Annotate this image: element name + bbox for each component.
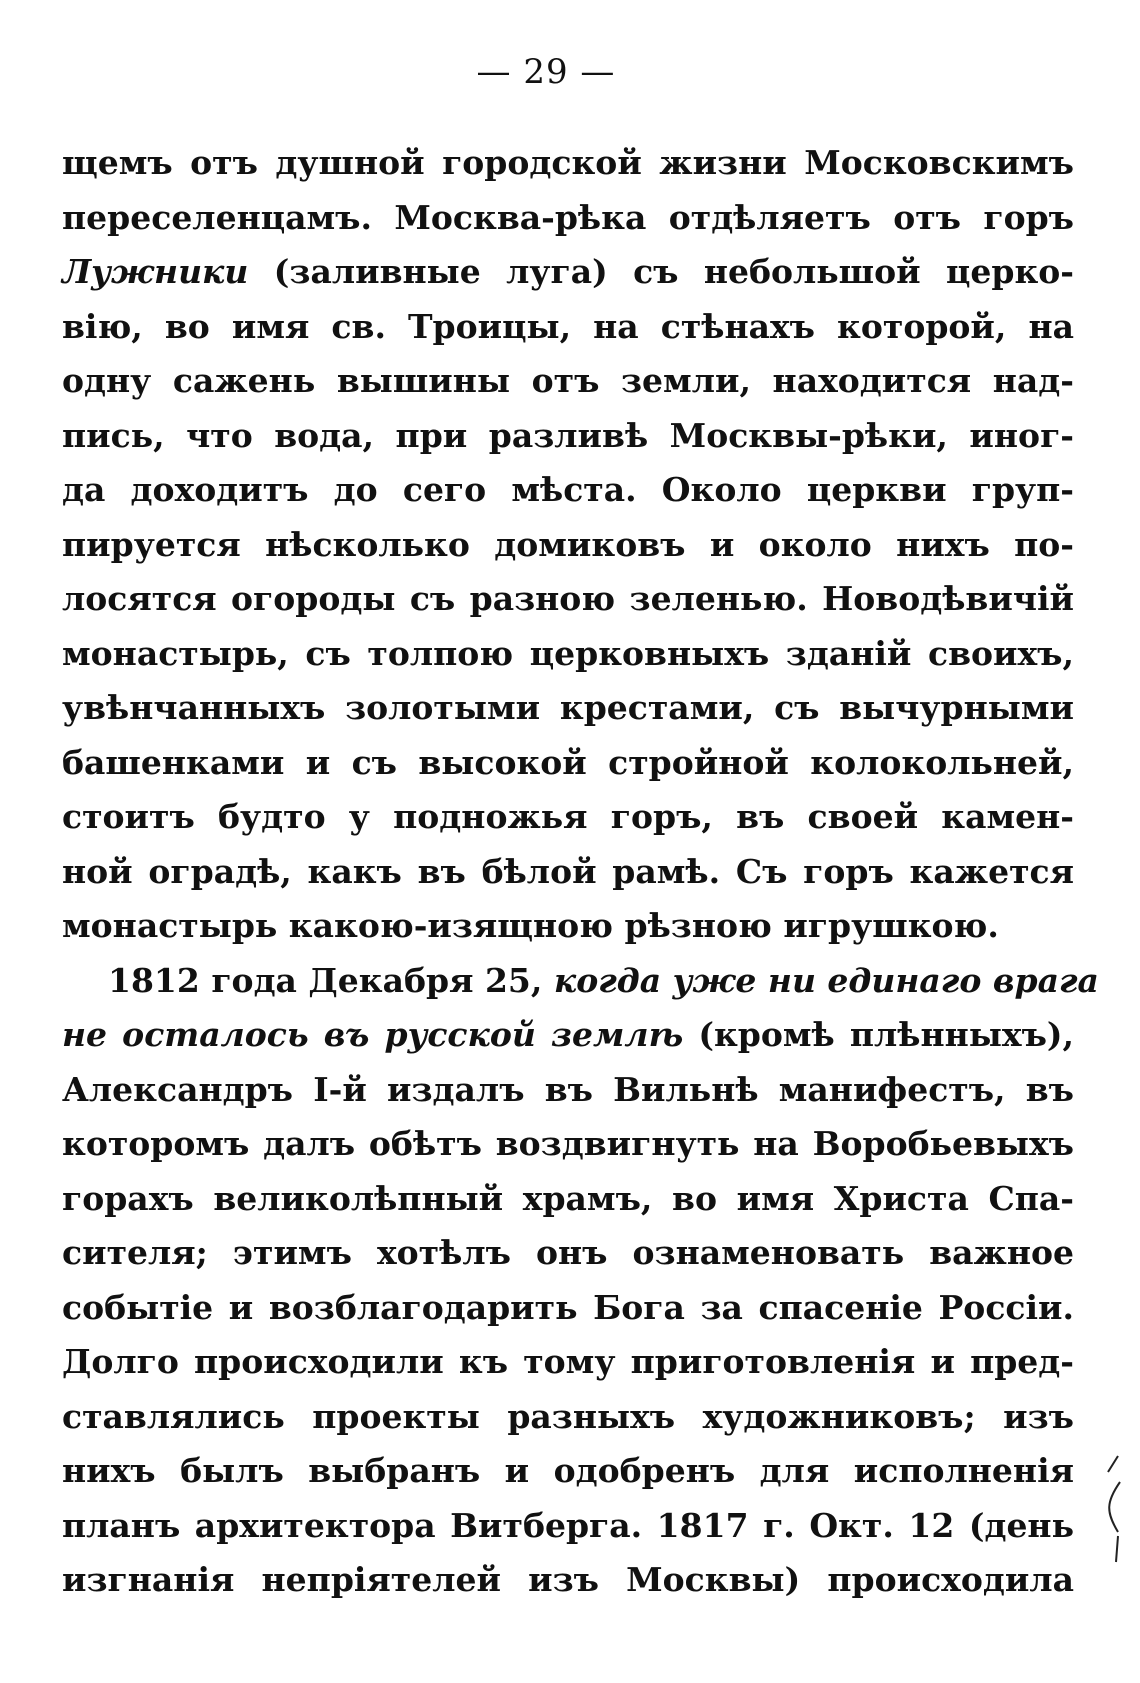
text-line: стоитъ будто у подножья горъ, въ своей камен- bbox=[62, 797, 1074, 836]
text-line: сителя; этимъ хотѣлъ онъ ознаменовать важное bbox=[62, 1233, 1074, 1272]
text-line: увѣнчанныхъ золотыми крестами, съ вычурными bbox=[62, 688, 1074, 727]
text-line: планъ архитектора Витберга. 1817 г. Окт. 12 (день bbox=[62, 1505, 1074, 1545]
text-line: монастырь, съ толпою церковныхъ зданій своихъ, bbox=[62, 633, 1074, 673]
text-line: горахъ великолѣпный храмъ, во имя Христа Спа- bbox=[62, 1178, 1074, 1218]
margin-bracket-mark bbox=[1098, 1452, 1128, 1572]
text-line: монастырь какою-изящною рѣзною игрушкою. bbox=[62, 906, 999, 945]
text-line: вію, во имя св. Троицы, на стѣнахъ которой, на bbox=[62, 306, 1074, 346]
text-segment: 1812 года Декабря 25, bbox=[108, 960, 543, 1000]
text-line: пись, что вода, при разливѣ Москвы-рѣки, иног- bbox=[62, 415, 1074, 455]
text-line: Долго происходили къ тому приготовленія и пред- bbox=[62, 1342, 1074, 1381]
text-line: нихъ былъ выбранъ и одобренъ для исполненія bbox=[62, 1451, 1074, 1490]
text-line: событіе и возблагодарить Бога за спасеніе Россіи. bbox=[62, 1287, 1074, 1327]
body-text bbox=[62, 136, 1099, 1608]
text-line: переселенцамъ. Москва-рѣка отдѣляетъ отъ горъ bbox=[62, 197, 1074, 237]
text-line: Александръ I-й издалъ въ Вильнѣ манифестъ, въ bbox=[62, 1069, 1074, 1109]
page-number: — 29 — bbox=[476, 52, 616, 92]
text-line: да доходитъ до сего мѣста. Около церкви груп- bbox=[62, 470, 1074, 509]
text-line bbox=[62, 1008, 1074, 1063]
text-segment: (заливные луга) съ небольшой церко- bbox=[273, 252, 1074, 291]
text-line: пируется нѣсколько домиковъ и около нихъ по- bbox=[62, 524, 1074, 564]
text-line: башенками и съ высокой стройной колокольней, bbox=[62, 742, 1074, 782]
text-line: ной оградѣ, какъ въ бѣлой рамѣ. Съ горъ кажется bbox=[62, 851, 1074, 891]
italic-quote: не осталось въ русской землѣ bbox=[62, 1015, 684, 1054]
text-line: ставлялись проекты разныхъ художниковъ; изъ bbox=[62, 1396, 1074, 1436]
text-line: одну сажень вышины отъ земли, находится над- bbox=[62, 361, 1074, 400]
italic-term-luzhniki: Лужники bbox=[62, 252, 249, 291]
text-line: изгнанія непріятелей изъ Москвы) происходила bbox=[62, 1560, 1074, 1599]
text-line bbox=[62, 954, 1099, 1009]
text-line: щемъ отъ душной городской жизни Московскимъ bbox=[62, 143, 1074, 182]
text-line: которомъ далъ обѣтъ воздвигнуть на Воробьевыхъ bbox=[62, 1124, 1074, 1163]
text-line bbox=[62, 245, 1074, 300]
italic-quote: когда уже ни единаго врага bbox=[553, 960, 1099, 1000]
text-line: лосятся огороды съ разною зеленью. Новодѣвичій bbox=[62, 579, 1074, 618]
text-segment: (кромѣ плѣнныхъ), bbox=[698, 1015, 1074, 1054]
